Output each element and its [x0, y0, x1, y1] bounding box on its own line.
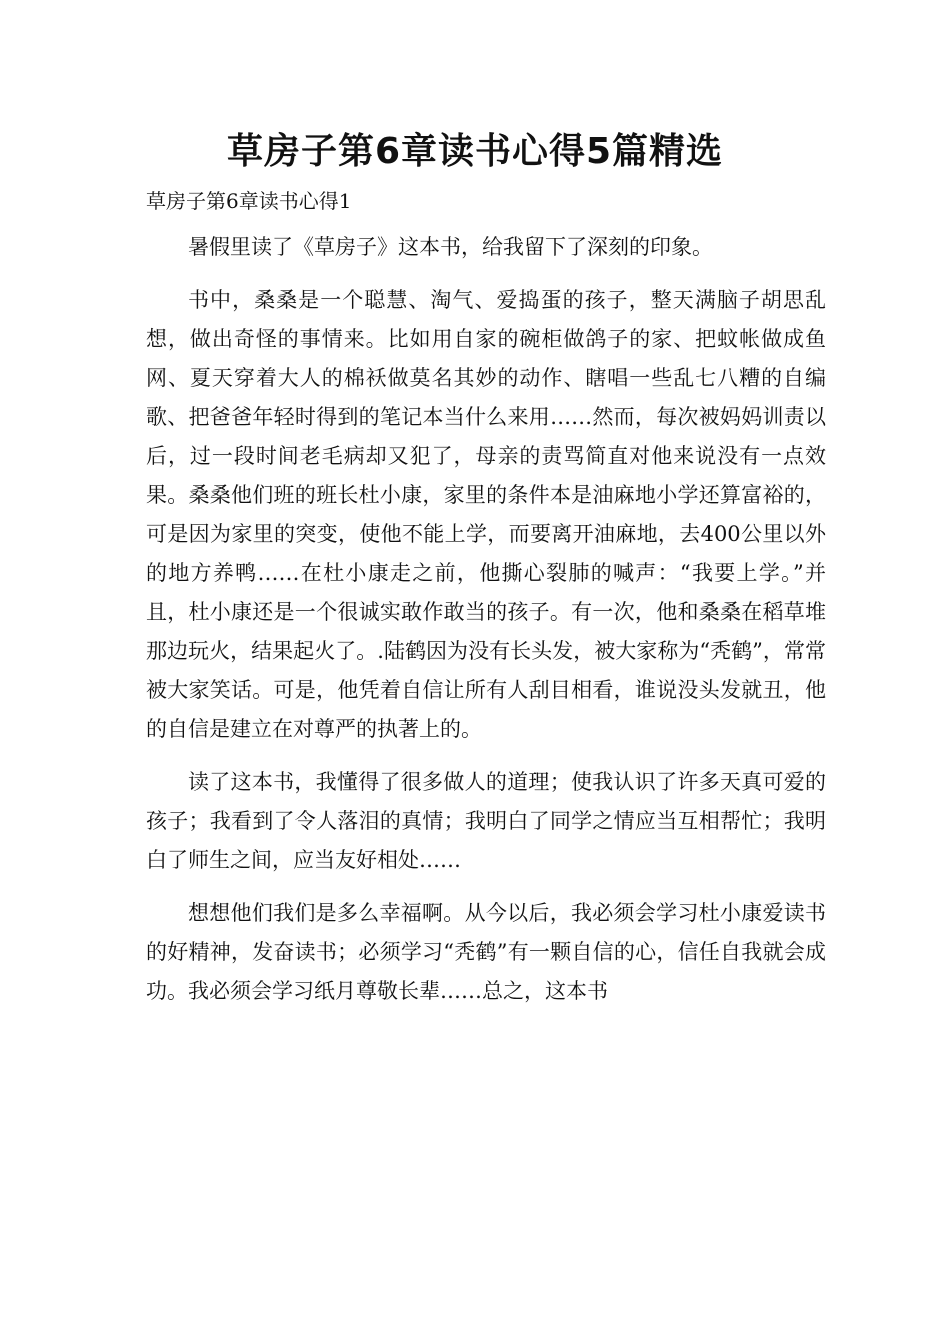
paragraph-1: 暑假里读了《草房子》这本书，给我留下了深刻的印象。 — [188, 235, 713, 259]
paragraph-4: 想想他们我们是多么幸福啊。从今以后，我必须会学习杜小康爱读书的好精神，发奋读书；必须学习“秃鹤”有一颗自信的心，信任自我就会成功。我必须会学习纸月尊敬长辈……总之，这本书 — [146, 901, 826, 1003]
document-body — [146, 228, 826, 1025]
document-subtitle: 草房子第6章读书心得1 — [146, 189, 352, 213]
document-title: 草房子第6章读书心得5篇精选 — [226, 131, 724, 172]
paragraph-3: 读了这本书，我懂得了很多做人的道理；使我认识了许多天真可爱的孩子；我看到了令人落泪的真情；我明白了同学之情应当互相帮忙；我明白了师生之间，应当友好相处…… — [146, 770, 826, 872]
paragraph-2: 书中，桑桑是一个聪慧、淘气、爱捣蛋的孩子，整天满脑子胡思乱想，做出奇怪的事情来。比如用自家的碗柜做鸽子的家、把蚊帐做成鱼网、夏天穿着大人的棉袄做莫名其妙的动作、瞎唱一些乱七八糟的自编歌、把爸爸年轻时得到的笔记本当什么来用……然而，每次被妈妈训责以后，过一段时间老毛病却又犯了，母亲的责骂简直对他来说没有一点效果。桑桑他们班的班长杜小康，家里的条件本是油麻地小学还算富裕的，可是因为家里的突变，使他不能上学，而要离开油麻地，去400公里以外的地方养鸭……在杜小康走之前，他撕心裂肺的喊声：“我要上学。”并且，杜小康还是一个很诚实敢作敢当的孩子。有一次，他和桑桑在稻草堆那边玩火，结果起火了。.陆鹤因为没有长头发，被大家称为“秃鹤”，常常被大家笑话。可是，他凭着自信让所有人刮目相看，谁说没头发就丑，他的自信是建立在对尊严的执著上的。 — [146, 288, 826, 741]
